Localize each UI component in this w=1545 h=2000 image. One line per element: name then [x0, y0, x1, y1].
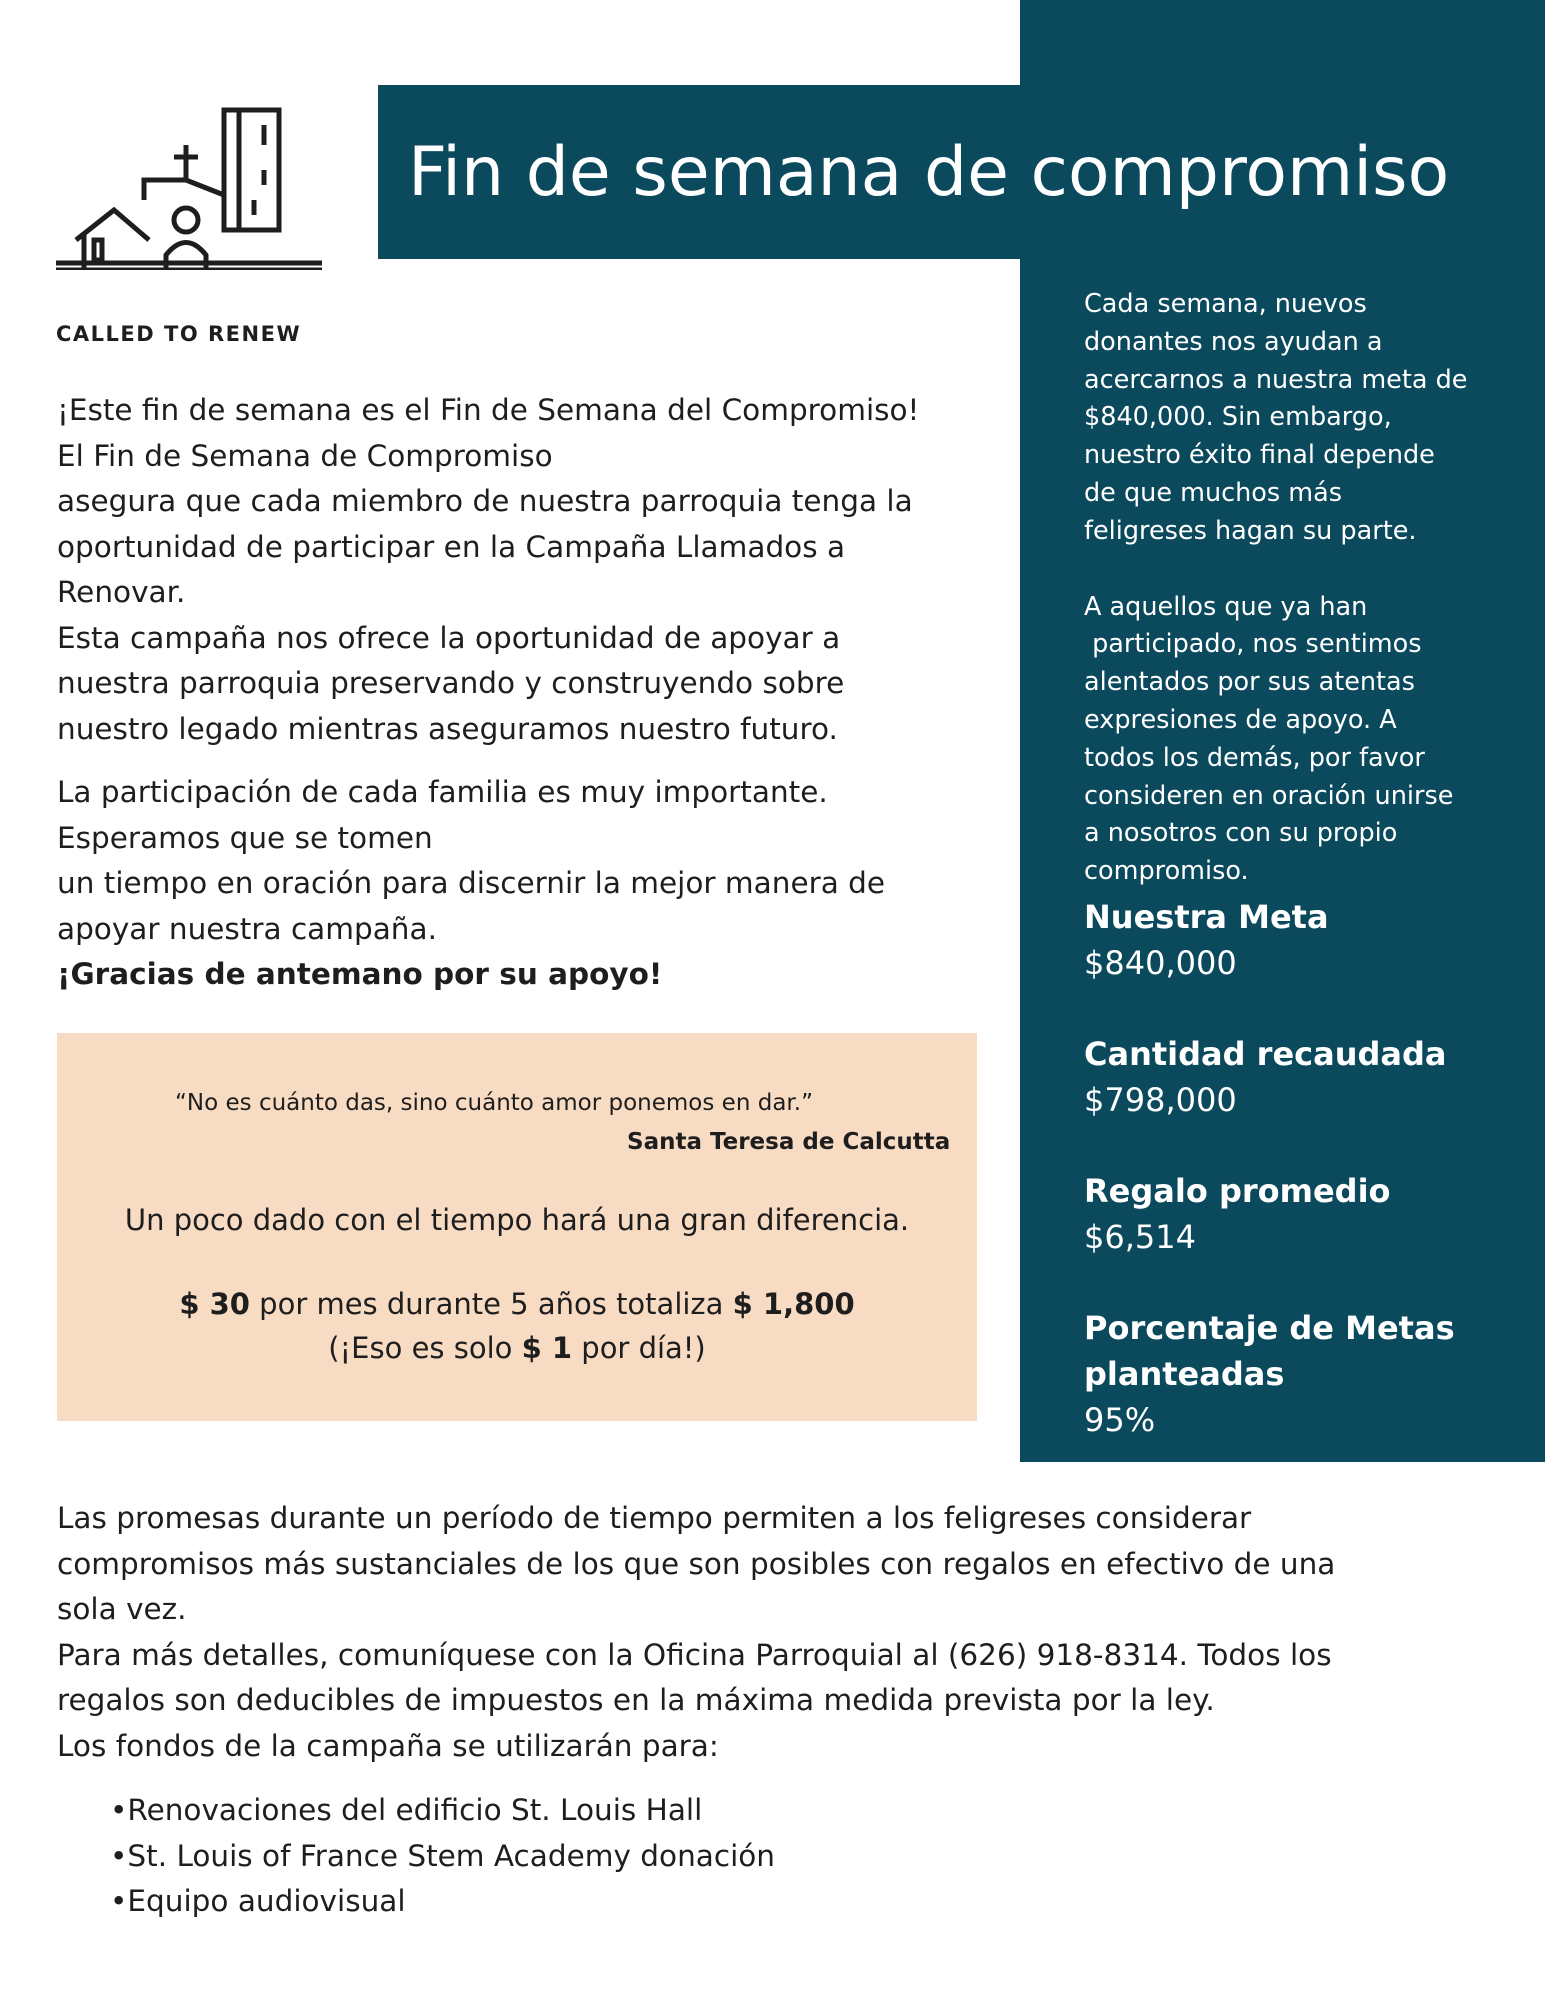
quote-author: Santa Teresa de Calcutta — [627, 1129, 951, 1155]
sidebar-line: Cada semana, nuevos — [1084, 289, 1367, 319]
list-item: • St. Louis of France Stem Academy donación — [110, 1834, 775, 1880]
participation-line: La participación de cada familia es muy importante. — [57, 775, 828, 809]
intro-line: El Fin de Semana de Compromiso — [57, 438, 553, 473]
participation-line: apoyar nuestra campaña. — [57, 911, 437, 946]
footer-line: sola vez. — [57, 1592, 187, 1626]
stat-label: Cantidad recaudada — [1084, 1035, 1447, 1073]
stat-value: $6,514 — [1084, 1218, 1196, 1256]
note-start: (¡Eso es solo — [328, 1331, 522, 1365]
stat-percentage — [1084, 1305, 1504, 1443]
calculation-line — [57, 1287, 977, 1321]
note-end: por día!) — [572, 1331, 706, 1365]
calc-total: $ 1,800 — [732, 1287, 855, 1321]
stat-value: $798,000 — [1084, 1081, 1237, 1119]
sidebar-line: expresiones de apoyo. A — [1084, 704, 1397, 735]
intro-line: oportunidad de participar en la Campaña Llamados a — [57, 529, 846, 564]
stat-raised — [1084, 1031, 1504, 1123]
intro-line: asegura que cada miembro de nuestra parroquia tenga la — [57, 484, 913, 518]
sidebar-line: feligreses hagan su parte. — [1084, 515, 1417, 546]
sidebar-line: A aquellos que ya han — [1084, 591, 1368, 622]
sidebar-line: alentados por sus atentas — [1084, 667, 1415, 698]
stat-goal — [1084, 894, 1504, 986]
logo-text: CALLED TO RENEW — [56, 322, 302, 346]
sidebar-line: acercarnos a nuestra meta de — [1084, 364, 1468, 395]
stats-list — [1084, 894, 1504, 1488]
sidebar-line: nuestro éxito final depende — [1084, 440, 1435, 471]
intro-line: Esta campaña nos ofrece la oportunidad de apoyar a — [57, 620, 841, 655]
calculation-note — [57, 1331, 977, 1365]
stat-value: $840,000 — [1084, 944, 1237, 982]
footer-line: Para más detalles, comuníquese con la Oficina Parroquial al (626) 918-8314. Todos los — [57, 1637, 1332, 1672]
quote-text: “No es cuánto das, sino cuánto amor ponemos en dar.” — [175, 1090, 813, 1116]
participation-line: Esperamos que se tomen — [57, 820, 433, 855]
intro-line: nuestro legado mientras aseguramos nuestro futuro. — [57, 711, 838, 746]
footer-line: compromisos más sustanciales de los que son posibles con regalos en efectivo de una — [57, 1546, 1336, 1581]
calc-middle: por mes durante 5 años totaliza — [249, 1287, 733, 1321]
sidebar-line: $840,000. Sin embargo, — [1084, 402, 1392, 433]
church-icon — [54, 105, 324, 270]
sidebar-line: donantes nos ayudan a — [1084, 326, 1383, 357]
sidebar-line: de que muchos más — [1084, 477, 1343, 508]
stat-label: Nuestra Meta — [1084, 898, 1329, 936]
calc-amount: $ 30 — [179, 1287, 250, 1321]
stat-average-gift — [1084, 1168, 1504, 1260]
funds-list — [110, 1788, 775, 1925]
intro-line: Renovar. — [57, 575, 186, 609]
stat-label: Porcentaje de Metas planteadas — [1084, 1309, 1455, 1393]
sidebar-line: participado, nos sentimos — [1084, 629, 1422, 660]
list-item: • Renovaciones del edificio St. Louis Hall — [110, 1788, 775, 1834]
page-title: Fin de semana de compromiso — [408, 133, 1450, 212]
main-text — [57, 388, 1007, 998]
note-amount: $ 1 — [521, 1331, 573, 1365]
footer-line: regalos son deducibles de impuestos en la máxima medida prevista por la ley. — [57, 1683, 1215, 1717]
footer-text — [57, 1496, 1497, 1769]
sidebar-line: compromiso. — [1084, 856, 1249, 887]
sidebar-line: a nosotros con su propio — [1084, 818, 1398, 849]
participation-line: un tiempo en oración para discernir la mejor manera de — [57, 866, 886, 900]
sidebar-line: consideren en oración unirse — [1084, 780, 1454, 811]
list-item: • Equipo audiovisual — [110, 1879, 775, 1925]
intro-line: nuestra parroquia preservando y construyendo sobre — [57, 666, 845, 700]
sidebar-text — [1084, 286, 1504, 891]
stat-label: Regalo promedio — [1084, 1172, 1391, 1210]
thanks-line: ¡Gracias de antemano por su apoyo! — [57, 957, 663, 991]
intro-line: ¡Este fin de semana es el Fin de Semana del Compromiso! — [57, 393, 920, 427]
stat-value: 95% — [1084, 1401, 1156, 1439]
tagline: Un poco dado con el tiempo hará una gran diferencia. — [124, 1203, 910, 1237]
footer-line: Las promesas durante un período de tiempo permiten a los feligreses considerar — [57, 1501, 1252, 1535]
footer-line: Los fondos de la campaña se utilizarán para: — [57, 1728, 719, 1763]
sidebar-line: todos los demás, por favor — [1084, 742, 1425, 773]
